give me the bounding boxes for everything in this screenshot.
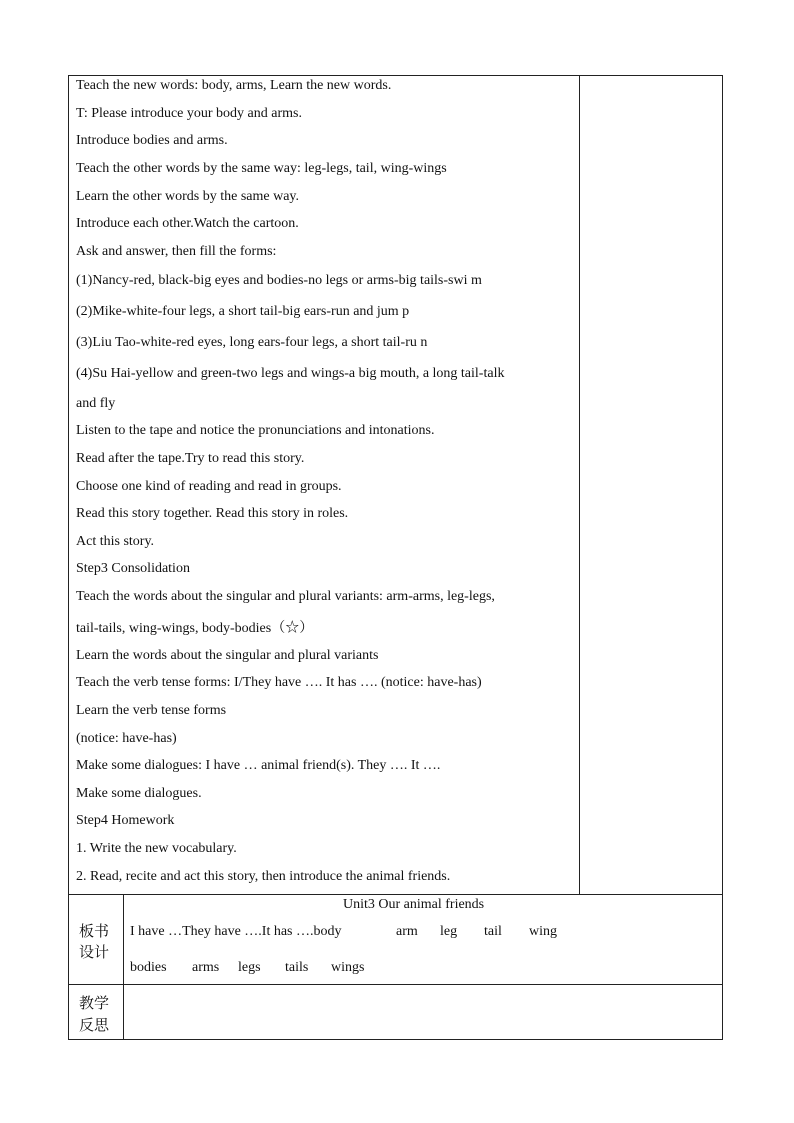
board-label-line2: 设计 bbox=[79, 943, 110, 961]
board-row1-item-1: arm bbox=[396, 924, 418, 939]
right-column-divider bbox=[579, 75, 580, 895]
board-row2-item-1: arms bbox=[192, 960, 220, 975]
lesson-line: Teach the verb tense forms: I/They have …. It has …. (notice: have-has) bbox=[76, 675, 482, 690]
lesson-line: Teach the other words by the same way: leg-legs, tail, wing-wings bbox=[76, 161, 447, 176]
lesson-line: (notice: have-has) bbox=[76, 731, 177, 746]
board-label-line1: 板书 bbox=[79, 922, 110, 940]
lesson-line: Ask and answer, then fill the forms: bbox=[76, 244, 277, 259]
lesson-line: T: Please introduce your body and arms. bbox=[76, 106, 302, 121]
board-title: Unit3 Our animal friends bbox=[343, 897, 485, 912]
lesson-line: (1)Nancy-red, black-big eyes and bodies-no legs or arms-big tails-swi m bbox=[76, 273, 482, 288]
lesson-line: Make some dialogues: I have … animal friend(s). They …. It …. bbox=[76, 758, 441, 773]
lesson-line: Read after the tape.Try to read this story. bbox=[76, 451, 305, 466]
label-column-divider bbox=[123, 894, 124, 1040]
lesson-line: and fly bbox=[76, 396, 116, 411]
reflection-section-top-border bbox=[68, 984, 723, 985]
board-row2-item-4: wings bbox=[331, 960, 365, 975]
lesson-line: Choose one kind of reading and read in groups. bbox=[76, 479, 342, 494]
lesson-line: Listen to the tape and notice the pronunciations and intonations. bbox=[76, 423, 435, 438]
board-row1-item-3: tail bbox=[484, 924, 502, 939]
lesson-line: (2)Mike-white-four legs, a short tail-big ears-run and jum p bbox=[76, 304, 410, 319]
lesson-line: (4)Su Hai-yellow and green-two legs and wings-a big mouth, a long tail-talk bbox=[76, 366, 505, 381]
lesson-line: Act this story. bbox=[76, 534, 155, 549]
board-row1-item-2: leg bbox=[440, 924, 458, 939]
lesson-line: 1. Write the new vocabulary. bbox=[76, 841, 237, 856]
board-row1-item-4: wing bbox=[529, 924, 557, 939]
reflection-label-line1: 教学 bbox=[79, 994, 110, 1012]
lesson-line: Learn the verb tense forms bbox=[76, 703, 227, 718]
lesson-line: Teach the words about the singular and plural variants: arm-arms, leg-legs, bbox=[76, 589, 495, 604]
lesson-line: Teach the new words: body, arms, Learn the new words. bbox=[76, 78, 392, 93]
board-section-top-border bbox=[68, 894, 723, 895]
lesson-line: Learn the words about the singular and plural variants bbox=[76, 648, 379, 663]
lesson-line: Introduce each other.Watch the cartoon. bbox=[76, 216, 299, 231]
lesson-line: Introduce bodies and arms. bbox=[76, 133, 228, 148]
lesson-line: Make some dialogues. bbox=[76, 786, 202, 801]
lesson-line: tail-tails, wing-wings, body-bodies（☆） bbox=[76, 621, 314, 636]
board-row1-item-0: I have …They have ….It has ….body bbox=[130, 924, 342, 939]
lesson-line: (3)Liu Tao-white-red eyes, long ears-four legs, a short tail-ru n bbox=[76, 335, 428, 350]
lesson-line: Read this story together. Read this story in roles. bbox=[76, 506, 349, 521]
lesson-line: 2. Read, recite and act this story, then introduce the animal friends. bbox=[76, 869, 451, 884]
lesson-line: Learn the other words by the same way. bbox=[76, 189, 300, 204]
reflection-label-line2: 反思 bbox=[79, 1016, 110, 1034]
board-row2-item-2: legs bbox=[238, 960, 261, 975]
board-row2-item-3: tails bbox=[285, 960, 309, 975]
lesson-line: Step3 Consolidation bbox=[76, 561, 190, 576]
board-row2-item-0: bodies bbox=[130, 960, 167, 975]
lesson-line: Step4 Homework bbox=[76, 813, 175, 828]
